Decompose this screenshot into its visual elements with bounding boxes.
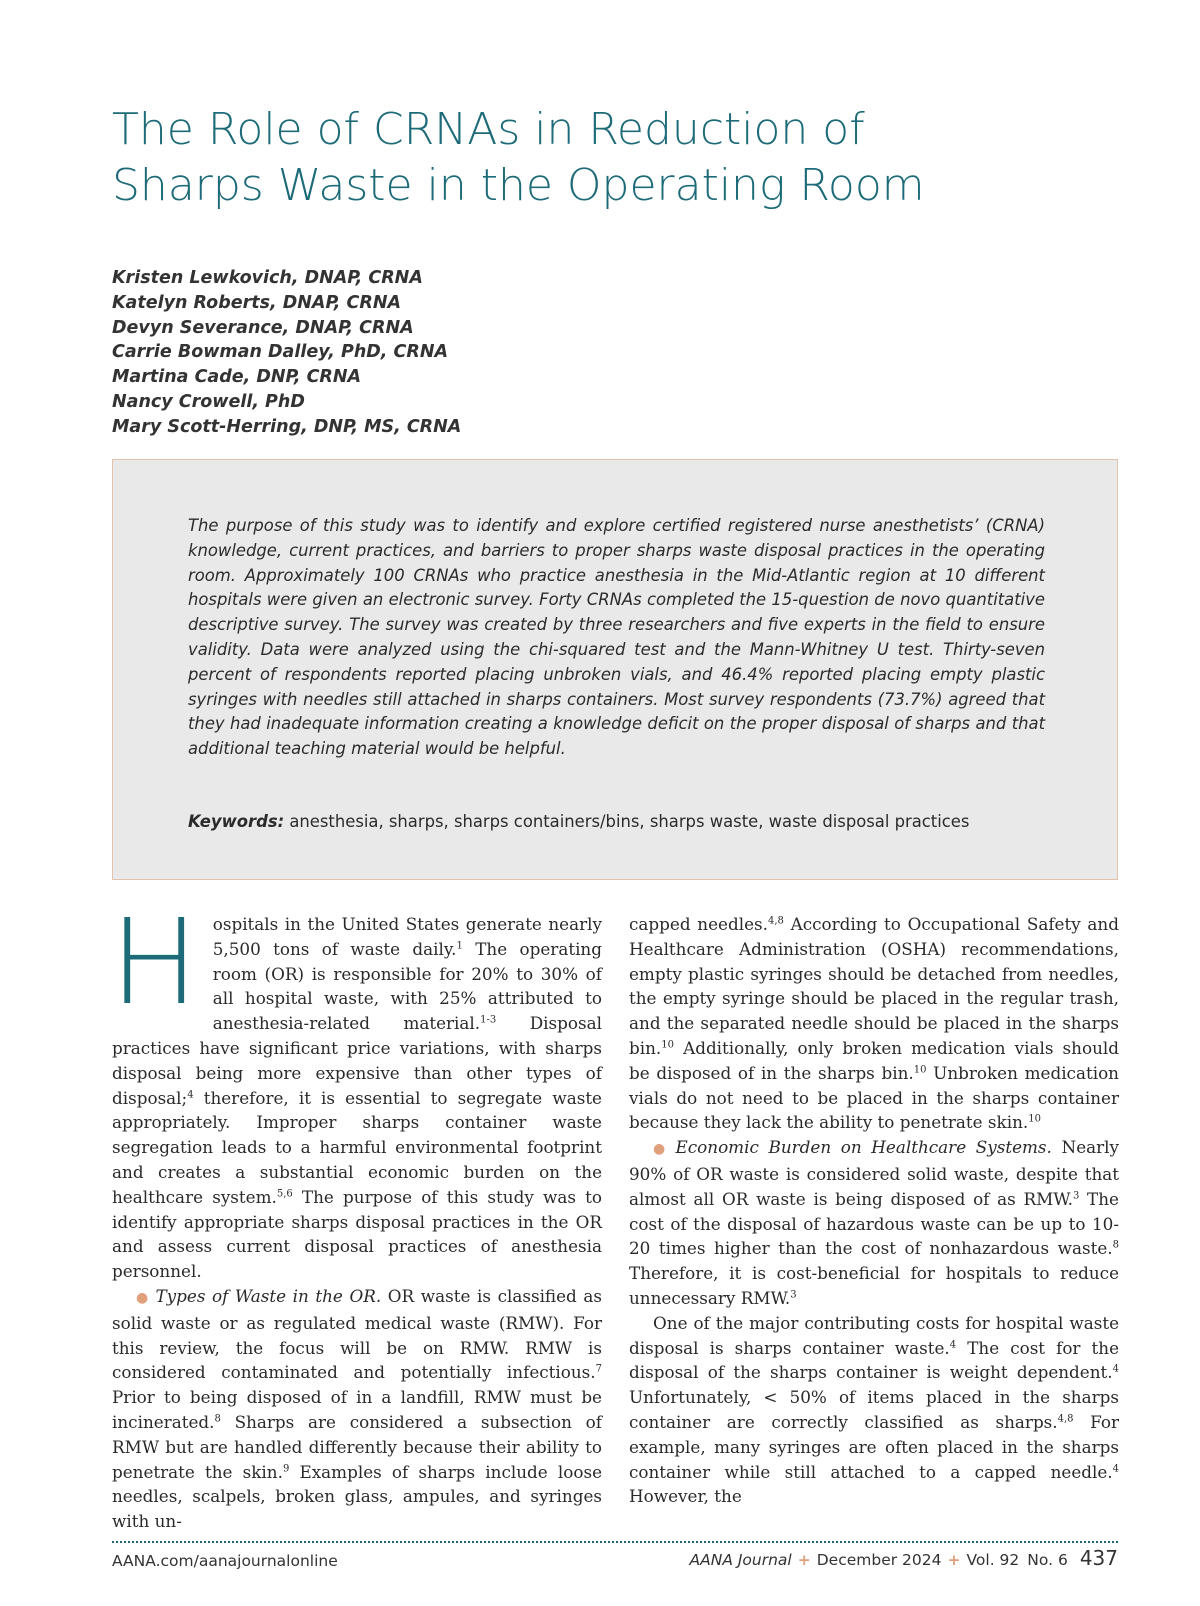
paragraph: Hospitals in the United States generate nearly 5,500 tons of waste daily.$^1$ The operating room (OR) is responsible for 20% to 30% of all hospital waste, with 25% attributed to anesthesia-related material.$^{1-3}$ Disposal practices have significant price variations, with sharps disposal being more expensive than other types of disposal;$^4$ therefore, it is essential to segregate waste appropriately. Improper sharps container waste segregation leads to a harmful environmental footprint and creates a substantial economic burden on the healthcare system.$^{5,6}$ The purpose of this study was to identify appropriate sharps disposal practices in the OR and assess current disposal practices of anesthesia personnel.	[110, 893, 603, 1282]
paragraph: ● Economic Burden on Healthcare Systems. Nearly 90% of OR waste is considered solid waste, despite that almost all OR waste is being disposed of as RMW.$^3$ The cost of the disposal of hazardous waste can be up to 10-20 times higher than the cost of nonhazardous waste.$^8$ Therefore, it is cost-beneficial for hospitals to reduce unnecessary RMW.$^3$	[629, 1137, 1120, 1308]
body-column-right	[629, 912, 1119, 1509]
issue-number: No. 6	[1027, 1551, 1068, 1569]
bullet-icon: ●	[136, 1289, 150, 1306]
author: Devyn Severance, DNAP, CRNA	[112, 317, 414, 338]
article-title	[112, 102, 1112, 214]
author: Carrie Bowman Dalley, PhD, CRNA	[112, 342, 449, 363]
section-subheading: Types of Waste in the OR.	[155, 1285, 382, 1306]
author: Martina Cade, DNP, CRNA	[112, 367, 362, 388]
paragraph: ● Types of Waste in the OR. OR waste is classified as solid waste or as regulated medical waste (RMW). For this review, the focus will be on RMW. RMW is considered contaminated and potentially infectious.$^7$ Prior to being disposed of in a landfill, RMW must be incinerated.$^8$ Sharps are considered a subsection of RMW but are handled differently because their ability to penetrate the skin.$^9$ Examples of sharps include loose needles, scalpels, broken glass, ampules, and syringes with un-	[112, 1285, 603, 1532]
drop-cap: H	[110, 893, 199, 1031]
body-column-left	[110, 893, 603, 1534]
title-line-1: The Role of CRNAs in Reduction of	[112, 104, 865, 155]
bullet-icon: ●	[653, 1141, 670, 1158]
author-list	[112, 266, 812, 440]
abstract-box	[112, 459, 1118, 880]
issue-date: December 2024	[816, 1551, 942, 1569]
keywords	[188, 810, 1068, 834]
title-line-2: Sharps Waste in the Operating Room	[112, 160, 925, 211]
plus-separator-icon: +	[797, 1551, 811, 1569]
volume: Vol. 92	[966, 1551, 1020, 1569]
journal-name: AANA Journal	[689, 1551, 792, 1569]
paragraph: capped needles.$^{4,8}$ According to Occupational Safety and Healthcare Administration (OSHA) recommendations, empty plastic syringes should be detached from needles, the empty syringe should be placed in the regular trash, and the separated needle should be placed in the sharps bin.$^{10}$ Additionally, only broken medication vials should be disposed of in the sharps bin.$^{10}$ Unbroken medication vials do not need to be placed in the sharps container because they lack the ability to penetrate skin.$^{10}$	[629, 914, 1119, 1133]
footer-divider	[112, 1541, 1118, 1543]
footer-citation	[690, 1546, 1118, 1570]
author: Nancy Crowell, PhD	[112, 391, 305, 412]
author: Kristen Lewkovich, DNAP, CRNA	[112, 268, 423, 288]
author: Mary Scott-Herring, DNP, MS, CRNA	[112, 416, 462, 437]
paragraph: One of the major contributing costs for hospital waste disposal is sharps container waste.$^4$ The cost for the disposal of the sharps container is weight dependent.$^4$ Unfortunately, < 50% of items placed in the sharps container are correctly classified as sharps.$^{4,8}$ For example, many syringes are often placed in the sharps container while still attached to a capped needle.$^4$ However, the	[629, 1312, 1120, 1507]
keywords-list: anesthesia, sharps, sharps containers/bins, sharps waste, waste disposal practices	[289, 812, 970, 831]
page-number: 437	[1079, 1546, 1118, 1570]
abstract-text: The purpose of this study was to identify and explore certified registered nurse anesthetists’ (CRNA) knowledge, current practices, and barriers to proper sharps waste disposal practices in the operating room. Approximately 100 CRNAs who practice anesthesia in the Mid-Atlantic region at 10 different hospitals were given an electronic survey. Forty CRNAs completed the 15-question de novo quantitative descriptive survey. The survey was created by three researchers and five experts in the field to ensure validity. Data were analyzed using the chi-squared test and the Mann-Whitney U test. Thirty-seven percent of respondents reported placing unbroken vials, and 46.4% reported placing empty plastic syringes with needles still attached in sharps containers. Most survey respondents (73.7%) agreed that they had inadequate information creating a knowledge deficit on the proper disposal of sharps and that additional teaching material would be helpful.	[188, 516, 1045, 759]
author: Katelyn Roberts, DNAP, CRNA	[112, 292, 402, 313]
section-subheading: Economic Burden on Healthcare Systems.	[675, 1137, 1052, 1158]
keywords-label: Keywords:	[188, 812, 285, 831]
footer-url[interactable]: AANA.com/aanajournalonline	[112, 1552, 338, 1570]
plus-separator-icon: +	[947, 1551, 961, 1569]
